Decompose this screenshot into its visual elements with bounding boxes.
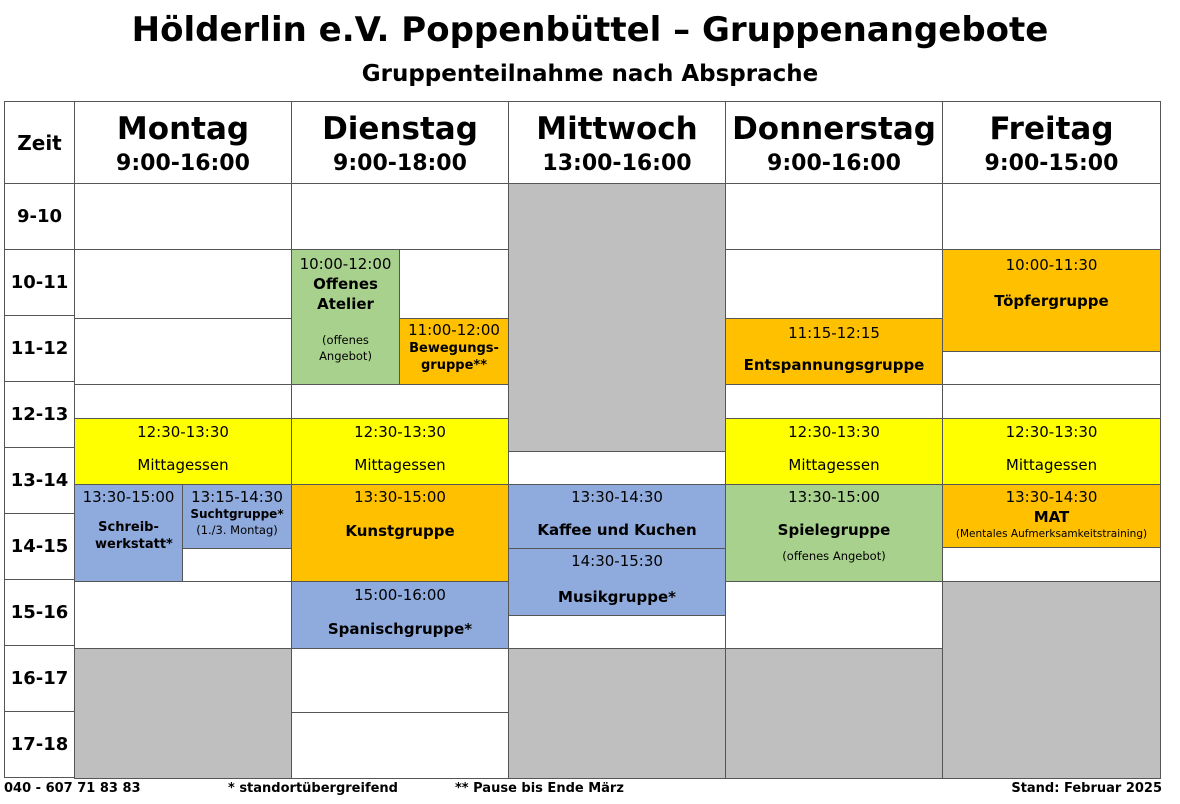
event-suchtgruppe[interactable] bbox=[182, 484, 292, 549]
time-label: 16-17 bbox=[4, 645, 75, 712]
event-name: Kunstgruppe bbox=[345, 522, 455, 540]
empty-slot bbox=[291, 712, 509, 779]
event-mittagessen[interactable] bbox=[725, 418, 943, 485]
event-time: 11:00-12:00 bbox=[408, 321, 500, 339]
event-time: 13:30-15:00 bbox=[354, 488, 446, 506]
event-time: 13:30-15:00 bbox=[82, 488, 175, 506]
footer-note-standort: * standortübergreifend bbox=[228, 781, 398, 796]
event-offenes-atelier[interactable] bbox=[291, 249, 400, 385]
empty-slot bbox=[74, 384, 292, 419]
event-name: Suchtgruppe* bbox=[190, 507, 284, 521]
day-name: Montag bbox=[116, 111, 250, 147]
empty-slot bbox=[942, 351, 1161, 385]
event-name: Bewegungs-gruppe** bbox=[409, 341, 499, 373]
event-time: 15:00-16:00 bbox=[354, 586, 446, 604]
header-day-montag bbox=[74, 101, 292, 184]
event-time: 12:30-13:30 bbox=[788, 423, 880, 441]
day-name: Mittwoch bbox=[536, 111, 698, 147]
empty-slot bbox=[942, 183, 1161, 250]
closed-slot bbox=[942, 581, 1161, 779]
day-name: Freitag bbox=[989, 111, 1114, 147]
event-mittagessen[interactable] bbox=[74, 418, 292, 485]
empty-slot bbox=[74, 581, 292, 649]
event-name: Töpfergruppe bbox=[994, 292, 1109, 310]
day-hours: 9:00-18:00 bbox=[333, 151, 467, 176]
event-kaffee-und-kuchen[interactable] bbox=[508, 484, 726, 549]
empty-slot bbox=[74, 249, 292, 319]
event-name: Spanischgruppe* bbox=[327, 620, 473, 638]
empty-slot bbox=[942, 384, 1161, 419]
time-label: 15-16 bbox=[4, 579, 75, 646]
event-name: Offenes Atelier bbox=[313, 275, 378, 313]
empty-slot bbox=[725, 183, 943, 250]
day-hours: 13:00-16:00 bbox=[542, 151, 692, 176]
header-day-dienstag bbox=[291, 101, 509, 184]
event-mittagessen[interactable] bbox=[942, 418, 1161, 485]
time-label: 14-15 bbox=[4, 513, 75, 580]
empty-slot bbox=[508, 615, 726, 649]
event-toepfergruppe[interactable] bbox=[942, 249, 1161, 352]
page-subtitle: Gruppenteilnahme nach Absprache bbox=[361, 61, 819, 87]
event-time: 13:15-14:30 bbox=[191, 488, 283, 506]
empty-slot bbox=[291, 384, 509, 419]
event-entspannungsgruppe[interactable] bbox=[725, 318, 943, 385]
event-musikgruppe[interactable] bbox=[508, 548, 726, 616]
closed-slot bbox=[725, 648, 943, 779]
event-note: (offenes Angebot) bbox=[319, 333, 372, 363]
event-spielegruppe[interactable] bbox=[725, 484, 943, 582]
time-label: 12-13 bbox=[4, 381, 75, 448]
event-time: 14:30-15:30 bbox=[571, 552, 663, 570]
footer-stand: Stand: Februar 2025 bbox=[1011, 781, 1162, 796]
event-time: 12:30-13:30 bbox=[354, 423, 446, 441]
footer-phone: 040 - 607 71 83 83 bbox=[4, 781, 141, 796]
closed-slot bbox=[508, 183, 726, 452]
empty-slot bbox=[725, 384, 943, 419]
event-name: Kaffee und Kuchen bbox=[537, 521, 697, 539]
event-spanischgruppe[interactable] bbox=[291, 581, 509, 649]
time-label: 10-11 bbox=[4, 249, 75, 316]
empty-slot bbox=[291, 648, 509, 713]
event-name: MAT bbox=[1033, 508, 1070, 526]
header-day-freitag bbox=[942, 101, 1161, 184]
event-schreibwerkstatt[interactable] bbox=[74, 484, 183, 582]
event-name: Mittagessen bbox=[1005, 456, 1098, 474]
event-kunstgruppe[interactable] bbox=[291, 484, 509, 582]
time-label: 9-10 bbox=[4, 183, 75, 250]
event-name: Mittagessen bbox=[788, 456, 880, 474]
empty-slot bbox=[399, 249, 509, 319]
event-note: (1./3. Montag) bbox=[196, 523, 278, 537]
day-hours: 9:00-16:00 bbox=[116, 151, 250, 176]
day-hours: 9:00-16:00 bbox=[767, 151, 901, 176]
page-title: Hölderlin e.V. Poppenbüttel – Gruppenangebote bbox=[131, 10, 1049, 50]
day-name: Dienstag bbox=[322, 111, 478, 147]
closed-slot bbox=[508, 648, 726, 779]
header-day-mittwoch bbox=[508, 101, 726, 184]
event-time: 10:00-11:30 bbox=[1005, 256, 1098, 274]
event-note: (offenes Angebot) bbox=[782, 549, 886, 563]
event-mat[interactable] bbox=[942, 484, 1161, 548]
event-name: Schreib-werkstatt* bbox=[95, 520, 173, 552]
footer-note-pause: ** Pause bis Ende März bbox=[455, 781, 624, 796]
empty-slot bbox=[725, 581, 943, 649]
header-day-donnerstag bbox=[725, 101, 943, 184]
day-name: Donnerstag bbox=[732, 111, 936, 147]
empty-slot bbox=[74, 183, 292, 250]
time-label: 13-14 bbox=[4, 447, 75, 514]
day-hours: 9:00-15:00 bbox=[984, 151, 1119, 176]
event-bewegungsgruppe[interactable] bbox=[399, 318, 509, 385]
event-name: Mittagessen bbox=[137, 456, 229, 474]
event-name: Mittagessen bbox=[354, 456, 446, 474]
time-label: 17-18 bbox=[4, 711, 75, 778]
event-mittagessen[interactable] bbox=[291, 418, 509, 485]
empty-slot bbox=[291, 183, 509, 250]
closed-slot bbox=[74, 648, 292, 779]
event-time: 13:30-14:30 bbox=[571, 488, 663, 506]
event-time: 12:30-13:30 bbox=[137, 423, 229, 441]
empty-slot bbox=[182, 548, 292, 582]
empty-slot bbox=[942, 547, 1161, 582]
event-time: 13:30-14:30 bbox=[1005, 488, 1098, 506]
event-name: Musikgruppe* bbox=[558, 588, 676, 606]
event-name: Entspannungsgruppe bbox=[743, 356, 925, 374]
event-time: 12:30-13:30 bbox=[1005, 423, 1098, 441]
empty-slot bbox=[725, 249, 943, 319]
event-time: 11:15-12:15 bbox=[788, 324, 880, 342]
time-label: 11-12 bbox=[4, 315, 75, 382]
empty-slot bbox=[74, 318, 292, 385]
event-note: (Mentales Aufmerksamkeitstraining) bbox=[955, 528, 1148, 540]
event-time: 13:30-15:00 bbox=[788, 488, 880, 506]
event-time: 10:00-12:00 bbox=[299, 255, 392, 273]
event-name: Spielegruppe bbox=[777, 521, 891, 539]
empty-slot bbox=[508, 451, 726, 486]
header-zeit: Zeit bbox=[4, 101, 75, 184]
